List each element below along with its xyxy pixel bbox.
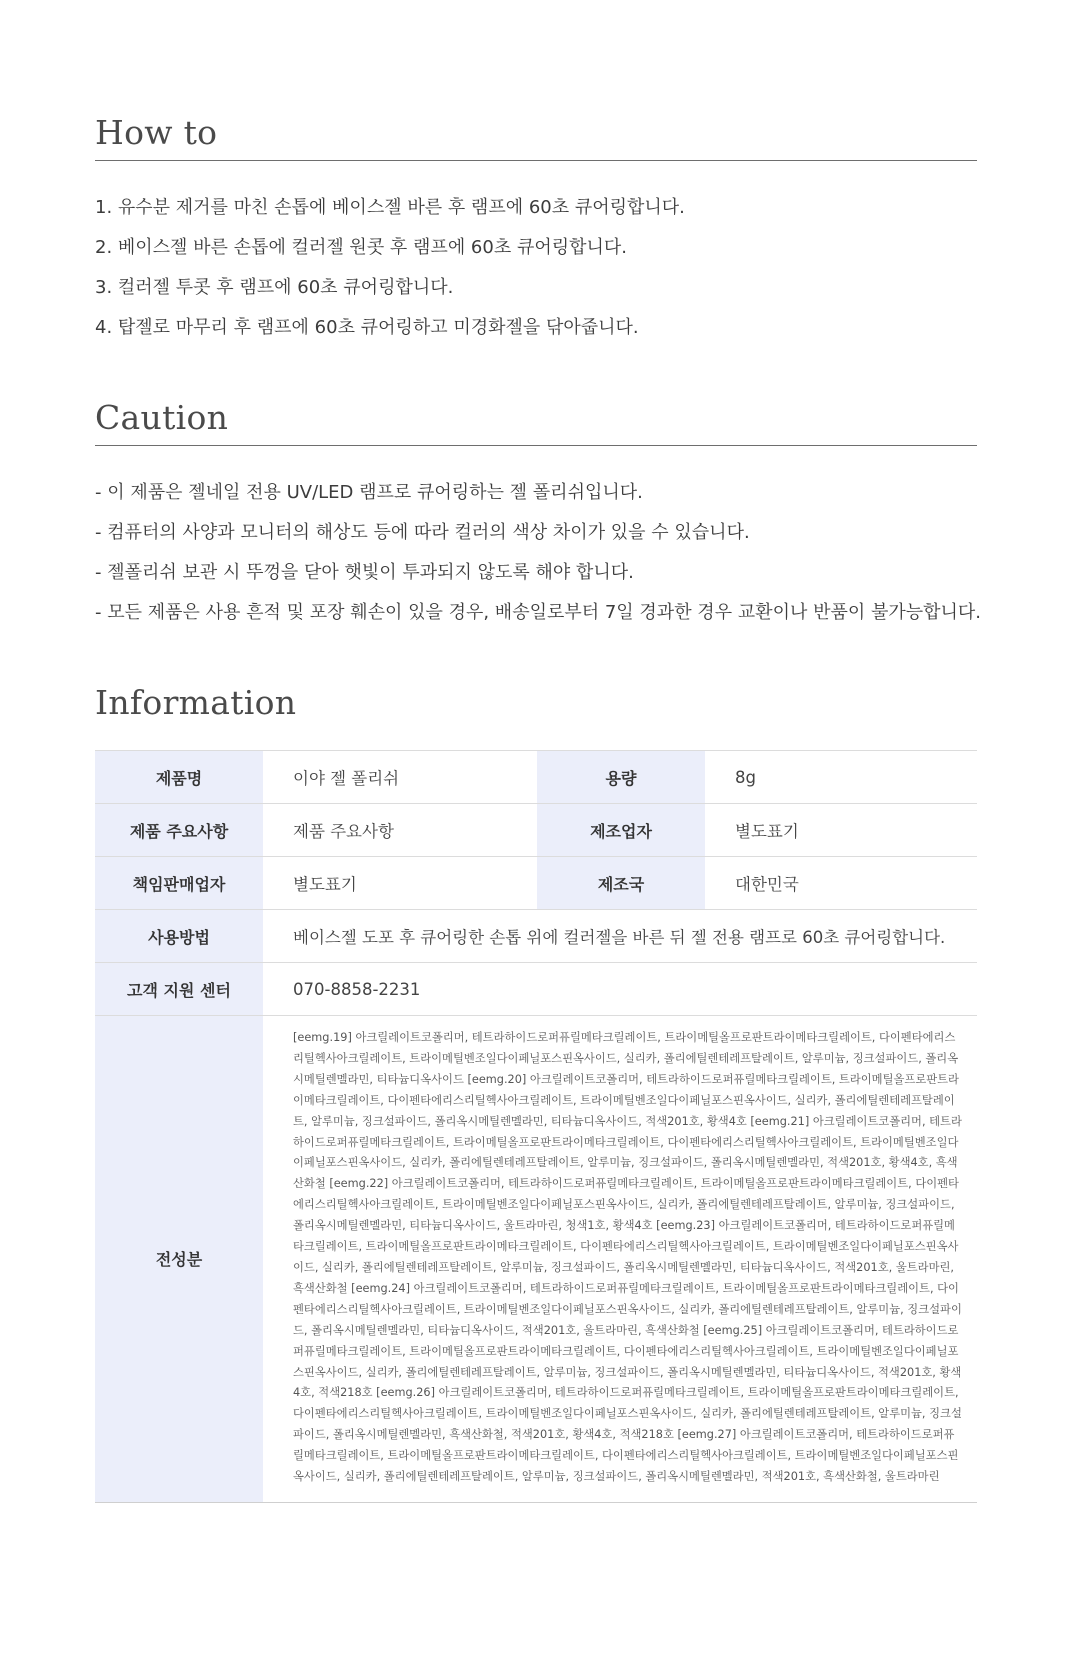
- origin-value: 대한민국: [735, 875, 799, 894]
- caution-item: - 이 제품은 젤네일 전용 UV/LED 램프로 큐어링하는 젤 폴리쉬입니다.: [95, 482, 643, 503]
- caution-item: - 모든 제품은 사용 흔적 및 포장 훼손이 있을 경우, 배송일로부터 7일 경과한 경우 교환이나 반품이 불가능합니다.: [95, 602, 982, 623]
- origin-label: 제조국: [537, 857, 705, 910]
- table-row: [95, 857, 977, 910]
- howto-step: 4. 탑젤로 마무리 후 램프에 60초 큐어링하고 미경화젤을 닦아줍니다.: [95, 317, 639, 338]
- product-name-label: 제품명: [95, 751, 263, 804]
- usage-value: 베이스젤 도포 후 큐어링한 손톱 위에 컬러젤을 바른 뒤 젤 전용 램프로 60초 큐어링합니다.: [293, 928, 946, 947]
- howto-step: 3. 컬러젤 투콧 후 램프에 60초 큐어링합니다.: [95, 277, 454, 298]
- volume-label: 용량: [537, 751, 705, 804]
- volume-value: 8g: [735, 767, 756, 787]
- caution-item: - 컴퓨터의 사양과 모니터의 해상도 등에 따라 컬러의 색상 차이가 있을 수 있습니다.: [95, 522, 750, 543]
- ingredients-label: 전성분: [95, 1016, 263, 1503]
- seller-value: 별도표기: [293, 875, 357, 894]
- usage-label: 사용방법: [95, 910, 263, 963]
- howto-step: 1. 유수분 제거를 마친 손톱에 베이스젤 바른 후 램프에 60초 큐어링합니다.: [95, 197, 685, 218]
- ingredients-value: [eemg.19] 아크릴레이트코폴리머, 테트라하이드로퍼퓨릴메타크릴레이트, 트라이메틸올프로판트라이메타크릴레이트, 다이펜타에리스리틸헥사아크릴레이트, 트라이메틸벤조일다이페닐포스핀옥사이드, 실리카, 폴리에틸렌테레프탈레이트, 알루미늄, 징크설파이드, 폴리옥시메틸렌멜라민, 티타늄디옥사이드 [eemg.20] 아크릴레이트코폴리머, 테트라하이드로퍼퓨릴메타크릴레이트, 트라이메틸올프로판트라이메타크릴레이트, 다이펜타에리스리틸헥사아크릴레이트, 트라이메틸벤조일다이페닐포스핀옥사이드, 실리카, 폴리에틸렌테레프탈레이트, 알루미늄, 징크설파이드, 폴리옥시메틸렌멜라민, 티타늄디옥사이드, 적색201호, 황색4호 [eemg.21] 아크릴레이트코폴리머, 테트라하이드로퍼퓨릴메타크릴레이트, 트라이메틸올프로판트라이메타크릴레이트, 다이펜타에리스리틸헥사아크릴레이트, 트라이메틸벤조일다이페닐포스핀옥사이드, 실리카, 폴리에틸렌테레프탈레이트, 알루미늄, 징크설파이드, 폴리옥시메틸렌멜라민, 적색201호, 황색4호, 흑색산화철 [eemg.22] 아크릴레이트코폴리머, 테트라하이드로퍼퓨릴메타크릴레이트, 트라이메틸올프로판트라이메타크릴레이트, 다이펜타에리스리틸헥사아크릴레이트, 트라이메틸벤조일다이페닐포스핀옥사이드, 실리카, 폴리에틸렌테레프탈레이트, 알루미늄, 징크설파이드, 폴리옥시메틸렌멜라민, 티타늄디옥사이드, 울트라마린, 청색1호, 황색4호 [eemg.23] 아크릴레이트코폴리머, 테트라하이드로퍼퓨릴메타크릴레이트, 트라이메틸올프로판트라이메타크릴레이트, 다이펜타에리스리틸헥사아크릴레이트, 트라이메틸벤조일다이페닐포스핀옥사이드, 실리카, 폴리에틸렌테레프탈레이트, 알루미늄, 징크설파이드, 폴리옥시메틸렌멜라민, 티타늄디옥사이드, 적색201호, 울트라마린, 흑색산화철 [eemg.24] 아크릴레이트코폴리머, 테트라하이드로퍼퓨릴메타크릴레이트, 트라이메틸올프로판트라이메타크릴레이트, 다이펜타에리스리틸헥사아크릴레이트, 트라이메틸벤조일다이페닐포스핀옥사이드, 실리카, 폴리에틸렌테레프탈레이트, 알루미늄, 징크설파이드, 폴리옥시메틸렌멜라민, 티타늄디옥사이드, 적색201호, 울트라마린, 흑색산화철 [eemg.25] 아크릴레이트코폴리머, 테트라하이드로퍼퓨릴메타크릴레이트, 트라이메틸올프로판트라이메타크릴레이트, 다이펜타에리스리틸헥사아크릴레이트, 트라이메틸벤조일다이페닐포스핀옥사이드, 실리카, 폴리에틸렌테레프탈레이트, 알루미늄, 징크설파이드, 폴리옥시메틸렌멜라민, 티타늄디옥사이드, 적색201호, 황색4호, 적색218호 [eemg.26] 아크릴레이트코폴리머, 테트라하이드로퍼퓨릴메타크릴레이트, 트라이메틸올프로판트라이메타크릴레이트, 다이펜타에리스리틸헥사아크릴레이트, 트라이메틸벤조일다이페닐포스핀옥사이드, 실리카, 폴리에틸렌테레프탈레이트, 알루미늄, 징크설파이드, 폴리옥시메틸렌멜라민, 흑색산화철, 적색201호, 황색4호, 적색218호 [eemg.27] 아크릴레이트코폴리머, 테트라하이드로퍼퓨릴메타크릴레이트, 트라이메틸올프로판트라이메타크릴레이트, 다이펜타에리스리틸헥사아크릴레이트, 트라이메틸벤조일다이페닐포스핀옥사이드, 실리카, 폴리에틸렌테레프탈레이트, 알루미늄, 징크설파이드, 폴리옥시메틸렌멜라민, 적색201호, 흑색산화철, 울트라마린: [293, 1031, 962, 1484]
- caution-title: Caution: [95, 398, 229, 437]
- manufacturer-value: 별도표기: [735, 822, 799, 841]
- table-row: [95, 1016, 977, 1503]
- table-row: [95, 804, 977, 857]
- howto-step: 2. 베이스젤 바른 손톱에 컬러젤 원콧 후 램프에 60초 큐어링합니다.: [95, 237, 627, 258]
- howto-steps-list: [95, 196, 685, 356]
- caution-item: - 젤폴리쉬 보관 시 뚜껑을 닫아 햇빛이 투과되지 않도록 해야 합니다.: [95, 562, 634, 583]
- howto-title: How to: [95, 113, 218, 152]
- key-points-label: 제품 주요사항: [95, 804, 263, 857]
- howto-divider: [95, 160, 977, 161]
- support-label: 고객 지원 센터: [95, 963, 263, 1016]
- table-row: [95, 910, 977, 963]
- manufacturer-label: 제조업자: [537, 804, 705, 857]
- product-name-value: 이야 젤 폴리쉬: [293, 769, 400, 788]
- caution-list: [95, 481, 981, 641]
- information-title: Information: [95, 683, 297, 722]
- information-table: [95, 750, 977, 1503]
- caution-divider: [95, 445, 977, 446]
- support-phone[interactable]: 070-8858-2231: [293, 979, 421, 999]
- table-row: [95, 963, 977, 1016]
- key-points-value: 제품 주요사항: [293, 822, 394, 841]
- table-row: [95, 751, 977, 804]
- seller-label: 책임판매업자: [95, 857, 263, 910]
